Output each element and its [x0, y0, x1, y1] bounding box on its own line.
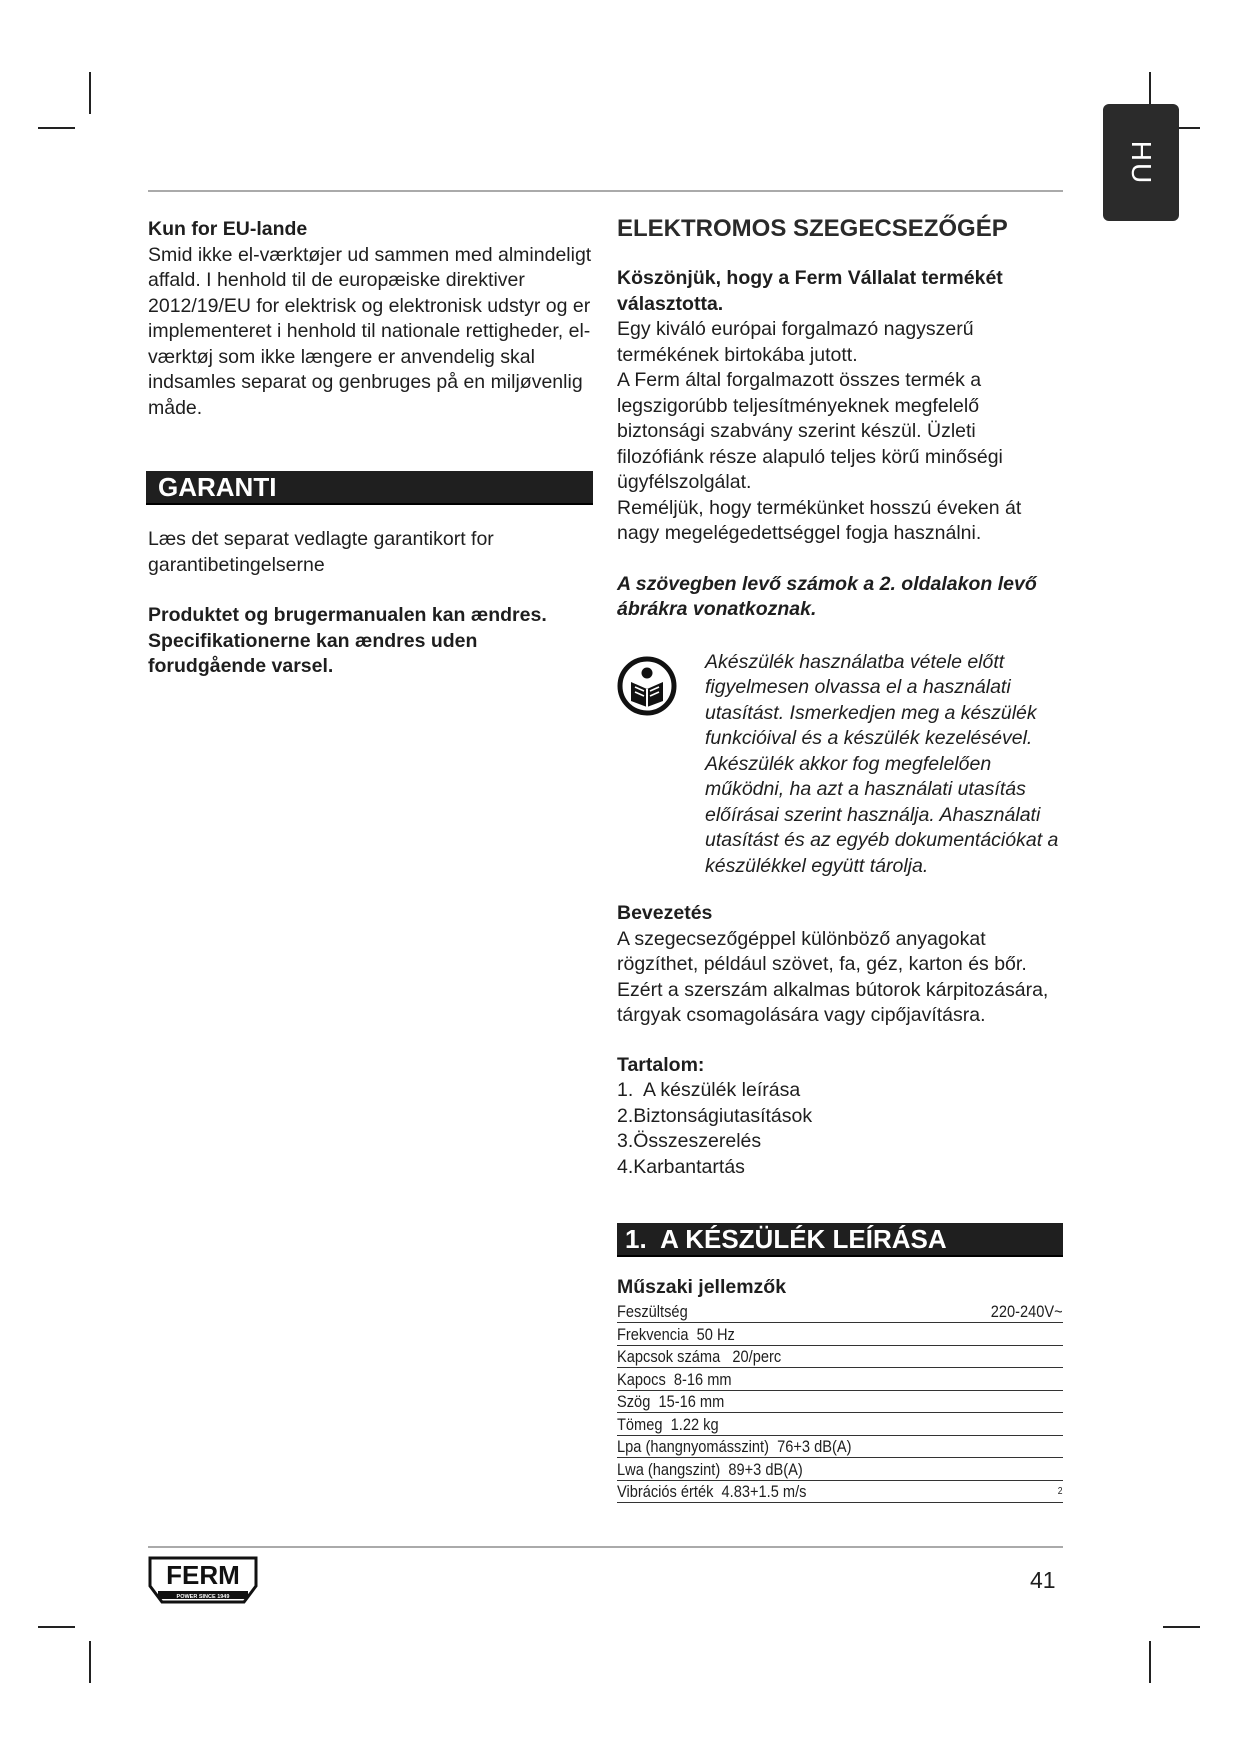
right-column: [617, 214, 1063, 1503]
manual-note-block: [617, 650, 1063, 880]
read-manual-icon: [617, 650, 701, 880]
crop-mark: [38, 127, 75, 129]
spec-label: Szög 15-16 mm: [617, 1392, 725, 1411]
language-tab-label: HU: [1126, 140, 1157, 185]
footer-rule: [148, 1546, 1063, 1548]
tartalom-item: 2.Biztonságiutasítások: [617, 1104, 813, 1127]
change-note: Produktet og brugermanualen kan ændres. Specifikationerne kan ændres uden forudgående varsel.: [148, 604, 547, 677]
logo-tagline: POWER SINCE 1949: [176, 1594, 230, 1600]
crop-mark: [89, 72, 91, 114]
thanks-heading: Köszönjük, hogy a Ferm Vállalat termékét választotta.: [617, 267, 1003, 315]
spec-row: [617, 1323, 1063, 1346]
spec-label: Lwa (hangszint) 89+3 dB(A): [617, 1459, 803, 1479]
spec-label: Vibrációs érték 4.83+1.5 m/s: [617, 1482, 807, 1501]
tartalom-item: 1. A készülék leírása: [617, 1079, 801, 1101]
eu-heading: Kun for EU-lande: [148, 218, 308, 240]
section-heading-label: 1. A KÉSZÜLÉK LEÍRÁSA: [625, 1224, 947, 1254]
spec-row: [617, 1368, 1063, 1391]
tartalom-heading: Tartalom:: [617, 1053, 705, 1076]
figure-note: A szövegben levő számok a 2. oldalakon levő ábrákra vonatkoznak.: [617, 572, 1037, 620]
spec-row: [617, 1391, 1063, 1414]
ferm-logo: [148, 1556, 258, 1604]
spec-row: [617, 1346, 1063, 1369]
garanti-text: Læs det separat vedlagte garantikort for garantibetingelserne: [148, 528, 494, 576]
specs-heading: Műszaki jellemzők: [617, 1276, 787, 1298]
tartalom-item: 4.Karbantartás: [617, 1155, 745, 1178]
crop-mark: [1163, 1626, 1200, 1628]
language-tab: [1103, 104, 1179, 221]
spec-value: 2: [1058, 1485, 1063, 1497]
spec-row: [617, 1436, 1063, 1459]
intro-paragraph-1: Egy kiváló európai forgalmazó nagyszerű termékének birtokába jutott.: [617, 318, 974, 366]
crop-mark: [1149, 1641, 1151, 1683]
garanti-heading: [146, 471, 593, 505]
garanti-heading-label: GARANTI: [158, 472, 277, 502]
intro-paragraph-2: A Ferm által forgalmazott összes termék a legszigorúbb teljesítményeknek megfelelő biztonsági szabvány szerint készül. Üzleti filozófiánk része alapuló teljes körű minőségi ügyfélszolgálat.: [617, 369, 1003, 493]
spec-label: Frekvencia 50 Hz: [617, 1324, 735, 1344]
spec-value: 220-240V~: [991, 1302, 1063, 1321]
page-number: 41: [1030, 1567, 1056, 1593]
spec-label: Tömeg 1.22 kg: [617, 1414, 719, 1434]
crop-mark: [89, 1641, 91, 1683]
crop-mark: [38, 1626, 75, 1628]
spec-label: Kapocs 8-16 mm: [617, 1369, 732, 1389]
spec-label: Feszültség: [617, 1302, 688, 1321]
page-title: ELEKTROMOS SZEGECSEZŐGÉP: [617, 215, 1008, 242]
spec-row: [617, 1301, 1063, 1324]
section-heading: [617, 1223, 1063, 1257]
spec-row: [617, 1481, 1063, 1504]
bevezetes-heading: Bevezetés: [617, 902, 713, 924]
spec-label: Lpa (hangnyomásszint) 76+3 dB(A): [617, 1437, 852, 1456]
spec-row: [617, 1413, 1063, 1436]
left-column: [148, 217, 593, 680]
intro-paragraph-3: Reméljük, hogy termékünket hosszú éveken át nagy megelégedettséggel fogja használni.: [617, 496, 1022, 544]
eu-text: Smid ikke el-værktøjer ud sammen med almindeligt affald. I henhold til de europæiske direktiver 2012/19/EU for elektrisk og elektronisk udstyr og er implementeret i henhold til nationale rettigheder, el-værktøj som ikke længere er anvendelig skal indsamles separat og genbruges på en miljøvenlig måde.: [148, 243, 592, 419]
manual-note: Akészülék használatba vétele előtt figyelmesen olvassa el a használati utasítást. Ismerkedjen meg a készülék funkcióival és a készülék kezelésével. Akészülék akkor fog megfelelően működni, ha azt a használati utasítás előírásai szerint használja. Ahasználati utasítást és az egyéb dokumentációkat a készülékkel együtt tárolja.: [705, 650, 1059, 877]
header-rule: [148, 190, 1063, 192]
specs-table: [617, 1301, 1063, 1504]
spec-label: Kapcsok száma 20/perc: [617, 1347, 782, 1366]
logo-wordmark: FERM: [166, 1560, 240, 1590]
tartalom-item: 3.Összeszerelés: [617, 1130, 762, 1152]
spec-row: [617, 1458, 1063, 1481]
bevezetes-text: A szegecsezőgéppel különböző anyagokat rögzíthet, például szövet, fa, géz, karton és bőr. Ezért a szerszám alkalmas bútorok kárpitozására, tárgyak csomagolására vagy cipőjavításra.: [617, 927, 1049, 1026]
